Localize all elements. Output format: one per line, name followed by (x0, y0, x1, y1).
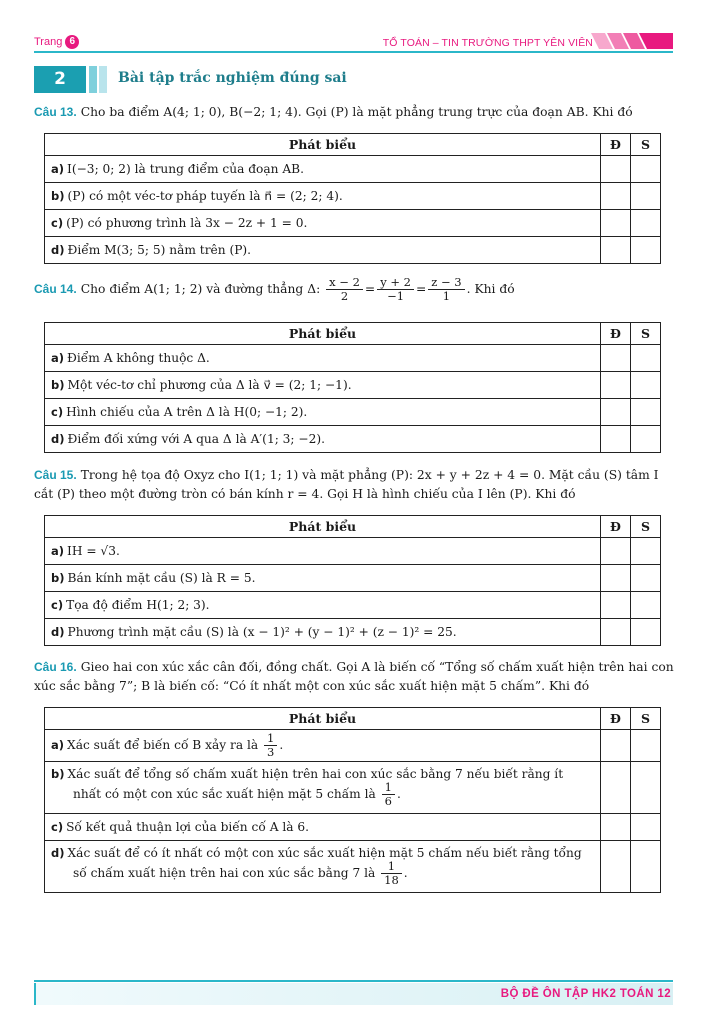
col-statement: Phát biểu (45, 516, 601, 538)
col-false: S (631, 708, 661, 730)
false-cell[interactable] (631, 565, 661, 592)
item-label: a) (51, 351, 65, 365)
fraction: $\frac{1}{18}$ (381, 860, 402, 887)
answer-table-15 (44, 515, 661, 646)
item-label: b) (51, 378, 65, 392)
true-cell[interactable] (601, 619, 631, 646)
false-cell[interactable] (631, 399, 661, 426)
item-text: IH = √3. (67, 544, 120, 558)
item-text: I(−3; 0; 2) là trung điểm của đoạn AB. (67, 162, 305, 176)
question-text: Gieo hai con xúc xắc cân đối, đồng chất. Gọi A là biến cố “Tổng số chấm xuất hiện trên hai con xúc sắc bằng 7”; B là biến cố: “Có ít nhất một con xúc sắc xuất hiện mặt 5 chấm”. Khi đó (34, 660, 674, 693)
false-cell[interactable] (631, 592, 661, 619)
col-true: Đ (601, 516, 631, 538)
item-text: Hình chiếu của A trên Δ là H(0; −1; 2). (66, 405, 308, 419)
question-13 (34, 103, 674, 122)
item-label: b) (51, 767, 65, 781)
true-cell[interactable] (601, 565, 631, 592)
question-label: Câu 16. (34, 660, 77, 674)
item-label: c) (51, 820, 64, 834)
item-text: Một véc-tơ chỉ phương của Δ là v⃗ = (2; 1; −1). (67, 378, 352, 392)
true-cell[interactable] (601, 592, 631, 619)
false-cell[interactable] (631, 619, 661, 646)
fraction: $\frac{y + 2}{-1}$ (377, 276, 414, 303)
true-cell[interactable] (601, 730, 631, 762)
item-label: a) (51, 738, 65, 752)
item-text: Số kết quả thuận lợi của biến cố A là 6. (66, 820, 310, 834)
table-row (45, 156, 661, 183)
section-title: Bài tập trắc nghiệm đúng sai (118, 70, 347, 86)
fraction: $\frac{x - 2}{2}$ (326, 276, 363, 303)
item-label: a) (51, 544, 65, 558)
true-cell[interactable] (601, 841, 631, 893)
false-cell[interactable] (631, 814, 661, 841)
table-row (45, 210, 661, 237)
page-label: Trang (34, 36, 63, 48)
question-label: Câu 14. (34, 282, 77, 296)
fraction: $\frac{z - 3}{1}$ (428, 276, 464, 303)
question-16 (34, 658, 674, 696)
question-14: Câu 14. Cho điểm A(1; 1; 2) và đường thẳng Δ: $\frac{x - 2}{2}$ = $\frac{y + 2}{-1}$ = $\frac{z - 3}{1}$ . Khi đó (34, 275, 515, 303)
item-text: Tọa độ điểm H(1; 2; 3). (66, 598, 210, 612)
item-label: d) (51, 846, 65, 860)
footer-rule (34, 980, 673, 982)
true-cell[interactable] (601, 345, 631, 372)
item-text: Điểm đối xứng với A qua Δ là A′(1; 3; −2). (67, 432, 326, 446)
section-number: 2 (34, 66, 86, 93)
false-cell[interactable] (631, 345, 661, 372)
item-text: nhất có một con xúc sắc xuất hiện mặt 5 chấm là (73, 787, 376, 801)
question-text: Cho điểm A(1; 1; 2) và đường thẳng Δ: (80, 282, 321, 296)
item-text: (P) có phương trình là 3x − 2z + 1 = 0. (66, 216, 308, 230)
true-cell[interactable] (601, 156, 631, 183)
fraction: $\frac{1}{6}$ (382, 781, 395, 808)
false-cell[interactable] (631, 210, 661, 237)
true-cell[interactable] (601, 762, 631, 814)
col-false: S (631, 323, 661, 345)
item-text: Điểm M(3; 5; 5) nằm trên (P). (67, 243, 252, 257)
question-label: Câu 13. (34, 105, 77, 119)
false-cell[interactable] (631, 538, 661, 565)
header-stripes-decoration (591, 33, 673, 49)
true-cell[interactable] (601, 372, 631, 399)
false-cell[interactable] (631, 156, 661, 183)
table-row (45, 372, 661, 399)
item-label: d) (51, 625, 65, 639)
header-school: TỔ TOÁN – TIN TRƯỜNG THPT YÊN VIÊN (382, 37, 593, 49)
answer-table-13 (44, 133, 661, 264)
fraction: $\frac{1}{3}$ (264, 732, 277, 759)
table-row (45, 592, 661, 619)
false-cell[interactable] (631, 762, 661, 814)
section-bar-decoration (99, 66, 107, 93)
true-cell[interactable] (601, 399, 631, 426)
table-row (45, 183, 661, 210)
footer-title: BỘ ĐỀ ÔN TẬP HK2 TOÁN 12 (500, 988, 671, 1000)
item-text: (P) có một véc-tơ pháp tuyến là n⃗ = (2; 2; 4). (67, 189, 343, 203)
false-cell[interactable] (631, 730, 661, 762)
table-row: d) Xác suất để có ít nhất có một con xúc sắc xuất hiện mặt 5 chấm nếu biết rằng tổng số chấm xuất hiện trên hai con xúc sắc bằng 7 là $\frac{1}{18}$ . (45, 841, 661, 893)
item-label: d) (51, 243, 65, 257)
col-true: Đ (601, 134, 631, 156)
table-row (45, 345, 661, 372)
col-statement: Phát biểu (45, 134, 601, 156)
item-text: Điểm A không thuộc Δ. (67, 351, 210, 365)
item-label: a) (51, 162, 65, 176)
true-cell[interactable] (601, 814, 631, 841)
col-false: S (631, 516, 661, 538)
col-false: S (631, 134, 661, 156)
col-true: Đ (601, 708, 631, 730)
page-number-badge: 6 (65, 35, 79, 49)
question-label: Câu 15. (34, 468, 77, 482)
col-statement: Phát biểu (45, 708, 601, 730)
col-statement: Phát biểu (45, 323, 601, 345)
col-true: Đ (601, 323, 631, 345)
item-text: Xác suất để có ít nhất có một con xúc sắc xuất hiện mặt 5 chấm nếu biết rằng tổng (67, 846, 582, 860)
item-text: Bán kính mặt cầu (S) là R = 5. (67, 571, 256, 585)
table-row (45, 538, 661, 565)
table-row (45, 814, 661, 841)
item-label: b) (51, 189, 65, 203)
table-row: a) Xác suất để biến cố B xảy ra là $\frac{1}{3}$ . (45, 730, 661, 762)
false-cell[interactable] (631, 841, 661, 893)
item-label: c) (51, 405, 64, 419)
true-cell[interactable] (601, 426, 631, 453)
question-text: Trong hệ tọa độ Oxyz cho I(1; 1; 1) và mặt phẳng (P): 2x + y + 2z + 4 = 0. Mặt cầu (S) tâm I cắt (P) theo một đường tròn có bán kính r = 4. Gọi H là hình chiếu của I lên (P). Khi đó (34, 468, 659, 501)
item-label: b) (51, 571, 65, 585)
false-cell[interactable] (631, 372, 661, 399)
false-cell[interactable] (631, 237, 661, 264)
table-row (45, 237, 661, 264)
question-text: Cho ba điểm A(4; 1; 0), B(−2; 1; 4). Gọi (P) là mặt phẳng trung trực của đoạn AB. Khi đó (80, 105, 633, 119)
true-cell[interactable] (601, 210, 631, 237)
page-indicator (34, 35, 79, 49)
item-label: c) (51, 598, 64, 612)
true-cell[interactable] (601, 183, 631, 210)
question-15 (34, 466, 674, 504)
table-row: b) Xác suất để tổng số chấm xuất hiện trên hai con xúc sắc bằng 7 nếu biết rằng ít nhất có một con xúc sắc xuất hiện mặt 5 chấm là $\frac{1}{6}$ . (45, 762, 661, 814)
answer-table-16 (44, 707, 661, 893)
true-cell[interactable] (601, 237, 631, 264)
table-row (45, 426, 661, 453)
false-cell[interactable] (631, 183, 661, 210)
table-row (45, 619, 661, 646)
item-label: c) (51, 216, 64, 230)
answer-table-14 (44, 322, 661, 453)
true-cell[interactable] (601, 538, 631, 565)
table-row (45, 399, 661, 426)
section-bar-decoration (89, 66, 97, 93)
header-rule (34, 51, 673, 53)
false-cell[interactable] (631, 426, 661, 453)
item-label: d) (51, 432, 65, 446)
item-text: Phương trình mặt cầu (S) là (x − 1)² + (y − 1)² + (z − 1)² = 25. (67, 625, 457, 639)
table-row (45, 565, 661, 592)
item-text: Xác suất để biến cố B xảy ra là (67, 738, 259, 752)
item-text: số chấm xuất hiện trên hai con xúc sắc bằng 7 là (73, 866, 376, 880)
item-text: Xác suất để tổng số chấm xuất hiện trên hai con xúc sắc bằng 7 nếu biết rằng ít (67, 767, 564, 781)
